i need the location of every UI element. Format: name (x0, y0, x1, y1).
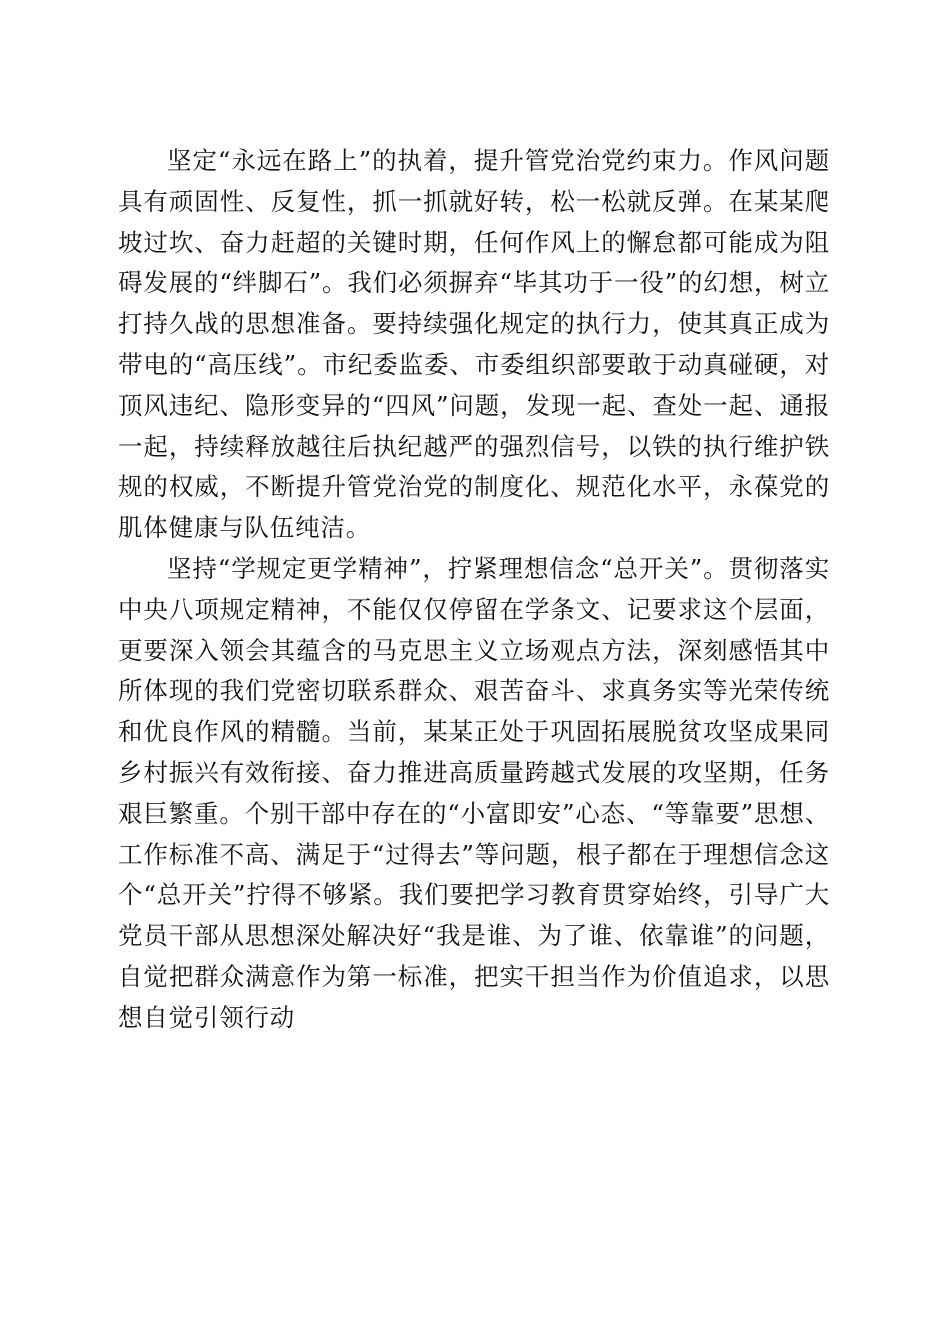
paragraph-work-style: 坚定“永远在路上”的执着，提升管党治党约束力。作风问题具有顽固性、反复性，抓一抓就好转，松一松就反弹。在某某爬坡过坎、奋力赶超的关键时期，任何作风上的懈怠都可能成为阻碍发展的“绊脚石”。我们必须摒弃“毕其功于一役”的幻想，树立打持久战的思想准备。要持续强化规定的执行力，使其真正成为带电的“高压线”。市纪委监委、市委组织部要敢于动真碰硬，对顶风违纪、隐形变异的“四风”问题，发现一起、查处一起、通报一起，持续释放越往后执纪越严的强烈信号，以铁的执行维护铁规的权威，不断提升管党治党的制度化、规范化水平，永葆党的肌体健康与队伍纯洁。 (118, 146, 830, 543)
paragraph-ideals-beliefs: 坚持“学规定更学精神”，拧紧理想信念“总开关”。贯彻落实中央八项规定精神，不能仅仅停留在学条文、记要求这个层面，更要深入领会其蕴含的马克思主义立场观点方法，深刻感悟其中所体现的我们党密切联系群众、艰苦奋斗、求真务实等光荣传统和优良作风的精髓。当前，某某正处于巩固拓展脱贫攻坚成果同乡村振兴有效衔接、奋力推进高质量跨越式发展的攻坚期，任务艰巨繁重。个别干部中存在的“小富即安”心态、“等靠要”思想、工作标准不高、满足于“过得去”等问题，根子都在于理想信念这个“总开关”拧得不够紧。我们要把学习教育贯穿始终，引导广大党员干部从思想深处解决好“我是谁、为了谁、依靠谁”的问题，自觉把群众满意作为第一标准，把实干担当作为价值追求，以思想自觉引领行动 (118, 553, 830, 1032)
body-text (118, 141, 830, 1039)
